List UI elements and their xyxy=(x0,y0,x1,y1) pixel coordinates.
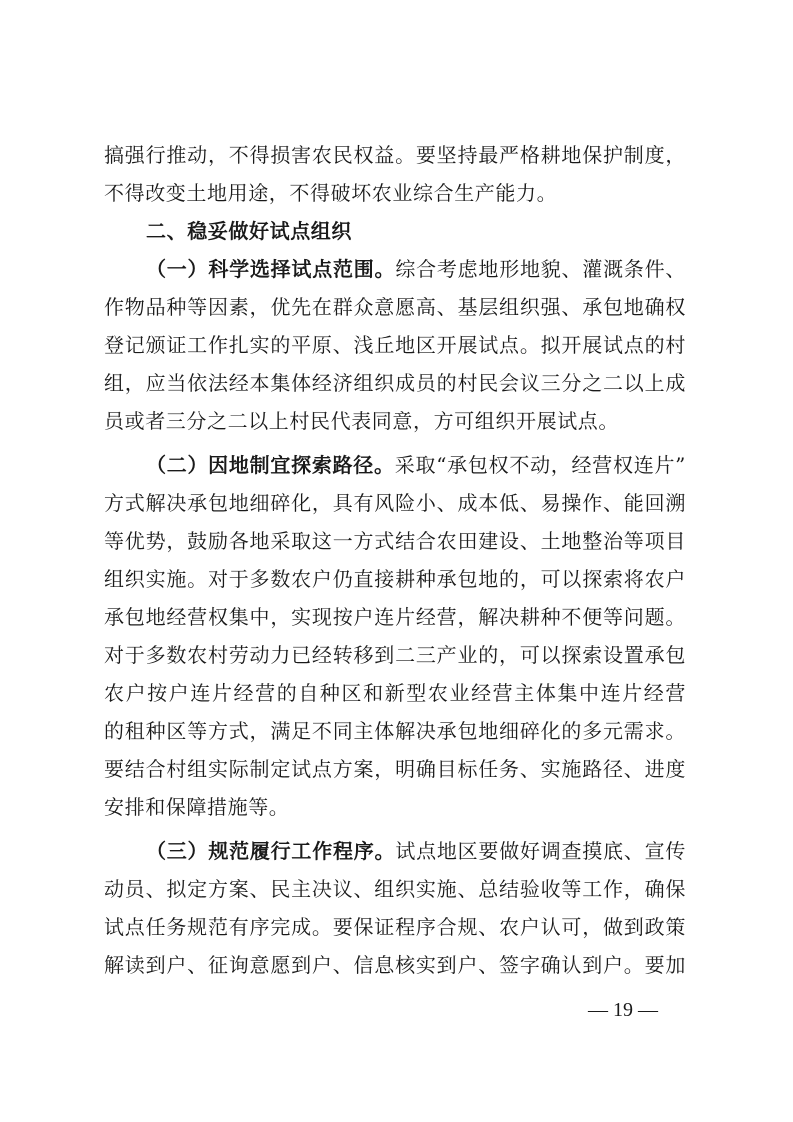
paragraph-first-line xyxy=(146,255,686,283)
text-line: 等优势，鼓励各地采取这一方式结合农田建设、土地整治等项目 xyxy=(104,529,686,553)
page-number: — 19 — xyxy=(588,999,658,1021)
text-line: 承包地经营权集中，实现按户连片经营，解决耕种不便等问题。 xyxy=(104,605,686,629)
text-span: 采取“承包权不动，经营权连片” xyxy=(394,453,686,477)
text-line: 组织实施。对于多数农户仍直接耕种承包地的，可以探索将农户 xyxy=(104,567,686,591)
text-line: 解读到户、征询意愿到户、信息核实到户、签字确认到户。要加 xyxy=(104,953,686,977)
text-line: 的租种区等方式，满足不同主体解决承包地细碎化的多元需求。 xyxy=(104,719,686,743)
paragraph-first-line xyxy=(146,451,686,479)
text-line: 对于多数农村劳动力已经转移到二三产业的，可以探索设置承包 xyxy=(104,643,686,667)
text-line: 试点任务规范有序完成。要保证程序合规、农户认可，做到政策 xyxy=(104,915,686,939)
text-line: 安排和保障措施等。 xyxy=(104,795,290,819)
text-span: 综合考虑地形地貌、灌溉条件、 xyxy=(395,257,686,281)
text-line: 组，应当依法经本集体经济组织成员的村民会议三分之二以上成 xyxy=(104,371,686,395)
text-line: 农户按户连片经营的自种区和新型农业经营主体集中连片经营 xyxy=(104,681,686,705)
text-line: 方式解决承包地细碎化，具有风险小、成本低、易操作、能回溯 xyxy=(104,491,686,515)
text-line: 动员、拟定方案、民主决议、组织实施、总结验收等工作，确保 xyxy=(104,877,686,901)
text-line: 要结合村组实际制定试点方案，明确目标任务、实施路径、进度 xyxy=(104,757,686,781)
section-heading: 二、稳妥做好试点组织 xyxy=(146,219,352,243)
text-span: 试点地区要做好调查摸底、宣传 xyxy=(395,839,686,863)
text-line: 登记颁证工作扎实的平原、浅丘地区开展试点。拟开展试点的村 xyxy=(104,333,686,357)
text-line: 员或者三分之二以上村民代表同意，方可组织开展试点。 xyxy=(104,409,619,433)
text-line: 不得改变土地用途，不得破坏农业综合生产能力。 xyxy=(104,181,558,205)
paragraph-first-line xyxy=(146,837,686,865)
subsection-heading: （一）科学选择试点范围。 xyxy=(146,257,396,281)
text-line: 搞强行推动，不得损害农民权益。要坚持最严格耕地保护制度， xyxy=(104,143,686,167)
subsection-heading: （三）规范履行工作程序。 xyxy=(146,839,396,863)
text-line: 作物品种等因素，优先在群众意愿高、基层组织强、承包地确权 xyxy=(104,295,686,319)
subsection-heading: （二）因地制宜探索路径。 xyxy=(146,453,395,477)
